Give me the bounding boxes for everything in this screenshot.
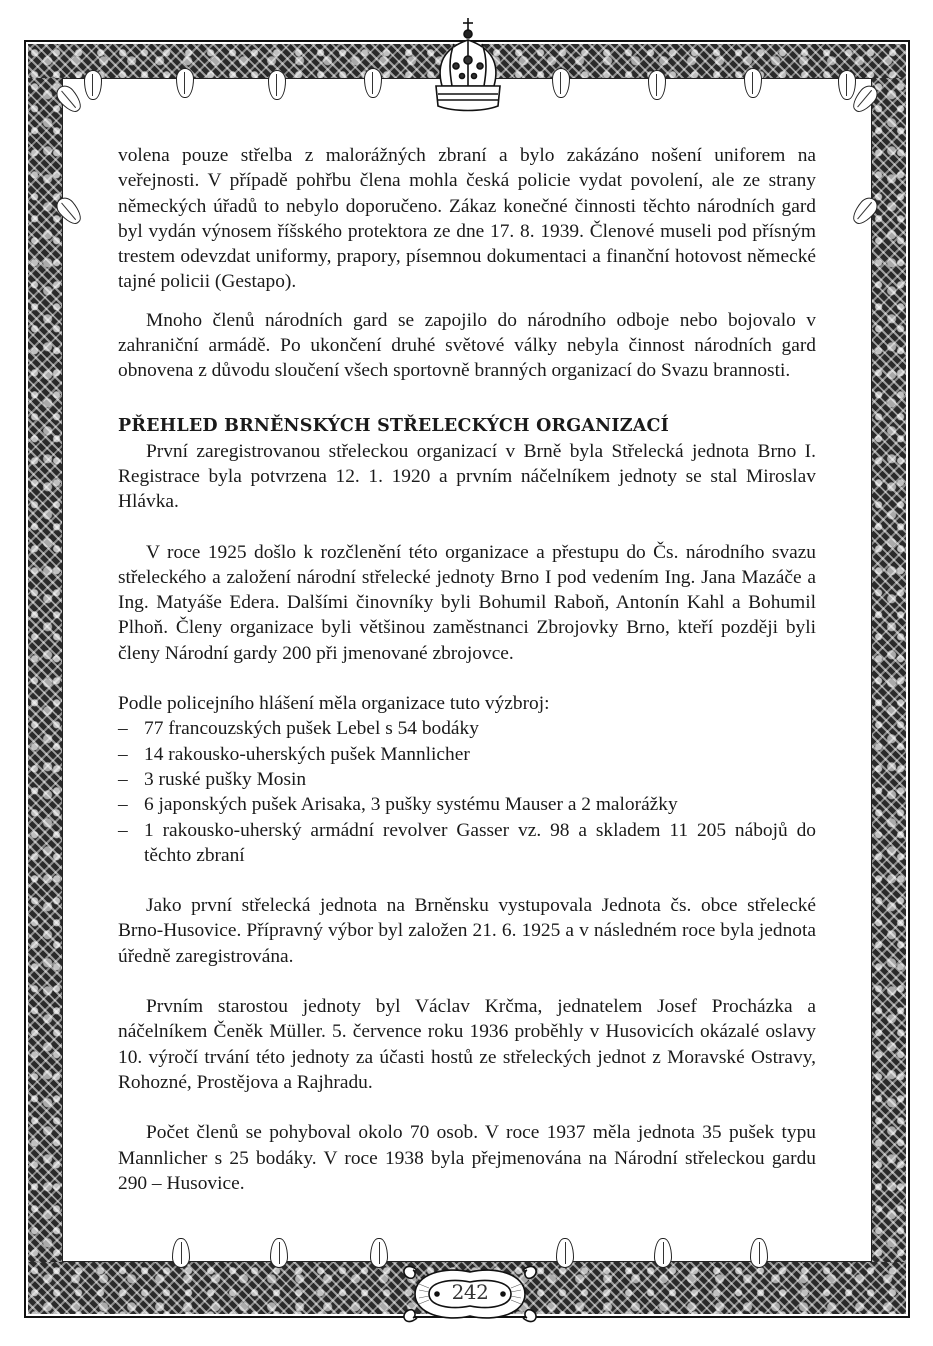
paragraph: volena pouze střelba z malorážných zbraní a bylo zakázáno nošení uniforem na veřejnosti. V případě pohřbu člena mohla česká policie vydat povolení, ale ze strany německých úřadů to nebylo doporučeno. Zákaz konečné činnosti těchto národních gard byl vydán výnosem říšského protektora ze dne 17. 8. 1939. Členové museli pod přísným trestem odevzdat uniformy, prapory, písemnou dokumentaci a finanční hotovost německé tajné policii (Gestapo). — [118, 145, 816, 293]
paragraph: První zaregistrovanou střeleckou organizací v Brně byla Střelecká jednota Brno I. Registrace byla potvrzena 12. 1. 1920 a prvním náčelníkem jednoty se stal Miroslav Hlávka. — [118, 440, 816, 513]
weapons-list — [118, 716, 816, 868]
paragraph: V roce 1925 došlo k rozčlenění této organizace a přestupu do Čs. národního svazu střeleckého a založení národní střelecké jednoty Brno I pod vedením Ing. Jana Mazáče a Ing. Matyáše Edera. Dalšími činovníky byli Bohumil Raboň, Antonín Kahl a Bohumil Plhoň. Členy organizace byli většinou zaměstnanci Zbrojovky Brno, kteří později byli členy Národní gardy 200 při jmenované zbrojovce. — [118, 541, 816, 664]
paragraph: Jako první střelecká jednota na Brněnsku vystupovala Jednota čs. obce střelecké Brno-Husovice. Přípravný výbor byl založen 21. 6. 1925 a v následném roce byla jednota úředně zaregistrována. — [118, 895, 816, 967]
dash-bullet: – — [118, 794, 128, 816]
page-content — [118, 143, 816, 1196]
page-number: 242 — [451, 1280, 489, 1304]
section-heading: PŘEHLED BRNĚNSKÝCH STŘELECKÝCH ORGANIZACÍ — [118, 415, 670, 436]
list-item: – 77 francouzských pušek Lebel s 54 bodáky — [118, 716, 816, 741]
leaf-ornament-icon — [750, 1238, 768, 1268]
dash-bullet: – — [118, 768, 128, 790]
leaf-ornament-icon — [270, 1238, 288, 1268]
list-item: – 1 rakousko-uherský armádní revolver Gasser vz. 98 a skladem 11 205 nábojů do těchto zbraní — [118, 819, 816, 866]
dash-bullet: – — [118, 819, 128, 841]
paragraph: Mnoho členů národních gard se zapojilo do národního odboje nebo bojovalo v zahraniční armádě. Po ukončení druhé světové války nebyla činnost národních gard obnovena z důvodu sloučení všech sportovně branných organizací do Svazu brannosti. — [118, 309, 816, 382]
leaf-ornament-icon — [172, 1238, 190, 1268]
paragraph: Prvním starostou jednoty byl Václav Krčma, jednatelem Josef Procházka a náčelníkem Čeněk Müller. 5. července roku 1936 proběhly v Husovicích okázalé oslavy 10. výročí trvání této jednoty za účasti hostů ze střeleckých jednot z Moravské Ostravy, Rohozné, Prostějova a Rajhradu. — [118, 996, 816, 1093]
list-intro: Podle policejního hlášení měla organizace tuto výzbroj: — [118, 693, 550, 715]
foliage-border-right — [872, 78, 906, 1262]
leaf-ornament-icon — [654, 1238, 672, 1268]
dash-bullet: – — [118, 743, 128, 765]
list-item: – 6 japonských pušek Arisaka, 3 pušky systému Mauser a 2 malorážky — [118, 792, 816, 817]
leaf-ornament-icon — [370, 1238, 388, 1268]
leaf-ornament-icon — [556, 1238, 574, 1268]
list-item: – 14 rakousko-uherských pušek Mannlicher — [118, 742, 816, 767]
foliage-border-left — [28, 78, 62, 1262]
list-item: – 3 ruské pušky Mosin — [118, 767, 816, 792]
paragraph: Počet členů se pohyboval okolo 70 osob. V roce 1937 měla jednota 35 pušek typu Mannlicher s 25 bodáky. V roce 1938 byla přejmenována na Národní střeleckou gardu 290 – Husovice. — [118, 1122, 816, 1194]
dash-bullet: – — [118, 718, 128, 740]
crown-icon — [422, 14, 514, 114]
